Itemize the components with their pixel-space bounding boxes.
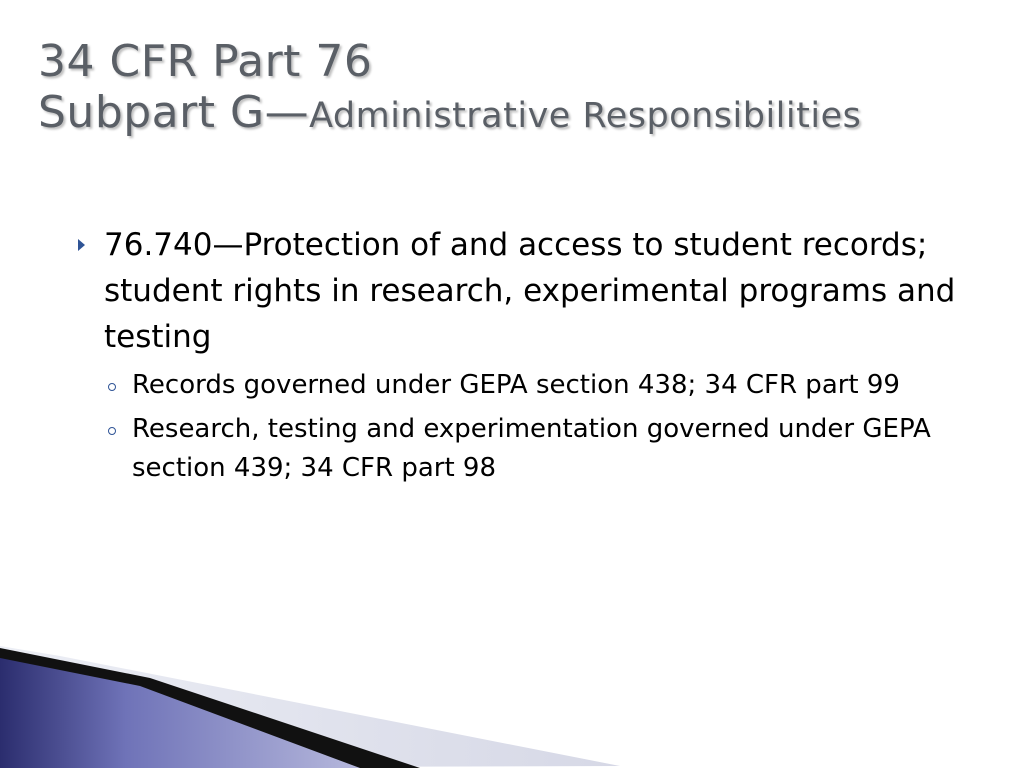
- title-line-1: 34 CFR Part 76: [38, 36, 373, 87]
- circle-bullet-icon: [108, 383, 116, 391]
- slide-title: [38, 36, 861, 141]
- title-subpart: Subpart G—: [38, 87, 310, 138]
- arrow-bullet-icon: [78, 239, 85, 251]
- title-line-2: [38, 88, 861, 141]
- sub-bullet-item: [72, 410, 972, 488]
- sub-bullet-item: [72, 366, 972, 405]
- bullet-item: [72, 222, 972, 360]
- decorative-swoosh: [0, 638, 1024, 768]
- bullet-text: 76.740—Protection of and access to student records; student rights in research, experimental programs and testing: [104, 227, 956, 355]
- sub-bullet-list: [72, 366, 972, 488]
- title-subpart-name: Administrative Responsibilities: [309, 96, 862, 136]
- circle-bullet-icon: [108, 427, 116, 435]
- sub-bullet-text: Research, testing and experimentation governed under GEPA section 439; 34 CFR part 98: [132, 414, 931, 483]
- slide-content: [72, 222, 972, 493]
- sub-bullet-text: Records governed under GEPA section 438; 34 CFR part 99: [132, 370, 900, 400]
